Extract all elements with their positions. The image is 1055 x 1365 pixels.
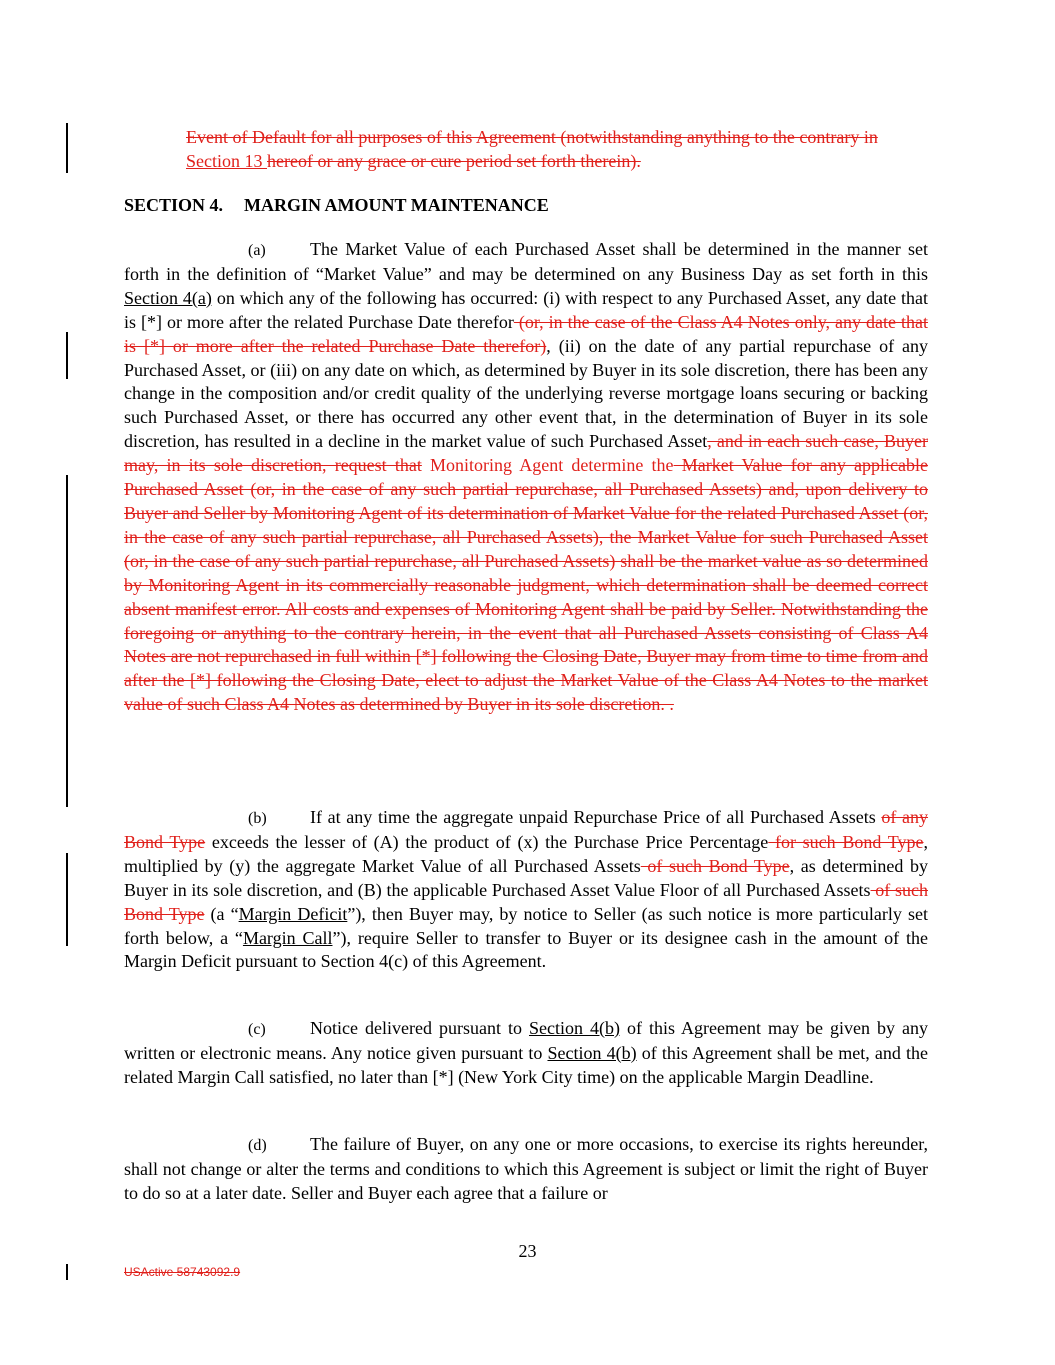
change-bar-footer bbox=[66, 1264, 68, 1280]
section-title: MARGIN AMOUNT MAINTENANCE bbox=[244, 195, 549, 215]
change-bar-a1 bbox=[66, 332, 68, 379]
section-number: SECTION 4. bbox=[124, 195, 224, 215]
paragraph-text: If at any time the aggregate unpaid Repurchase Price of all Purchased Assets bbox=[310, 807, 882, 827]
deleted-text: (or, in the case of the Class A4 Notes only, any date that is [*] or more after the related Purchase Date therefor) bbox=[124, 311, 929, 356]
paragraph-text: ”), then Buyer may, by notice to Seller (as such notice is more particularly set forth below, a “ bbox=[124, 903, 928, 948]
paragraph-text: exceeds the lesser of (A) the product of (x) the Purchase Price Percentage bbox=[205, 831, 769, 852]
deleted-text: of such Bond Type bbox=[124, 879, 928, 924]
paragraph-c bbox=[124, 1017, 928, 1090]
paragraph-text: , multiplied by (y) the aggregate Market Value of all Purchased Assets bbox=[124, 831, 929, 876]
section-reference: Section 4(b) bbox=[528, 1018, 620, 1038]
paragraph-label: (a) bbox=[248, 242, 266, 259]
paragraph-text: Notice delivered pursuant to bbox=[310, 1018, 529, 1038]
paragraph-text: The Market Value of each Purchased Asset shall be determined in the manner set forth in the definition of “Market Value” and may be determined on any Business Day as set forth in this bbox=[124, 239, 928, 284]
paragraph-label: (b) bbox=[248, 810, 267, 827]
paragraph-text: ”), require Seller to transfer to Buyer or its designee cash in the amount of the Margin Deficit pursuant to Section 4(c) of this Agreement. bbox=[124, 927, 928, 972]
deleted-text: of such Bond Type bbox=[640, 855, 790, 876]
paragraph-text: of this Agreement may be given by any written or electronic means. Any notice given pursuant to bbox=[124, 1018, 929, 1063]
carryover-paragraph bbox=[186, 126, 928, 174]
section-reference: Section 4(b) bbox=[547, 1042, 637, 1063]
defined-term: Margin Call bbox=[242, 927, 333, 948]
paragraph-text: The failure of Buyer, on any one or more occasions, to exercise its rights hereunder, shall not change or alter the terms and conditions to which this Agreement is subject or limit the right of Buyer to do so at a later date. Seller and Buyer each agree that a failure or bbox=[124, 1134, 928, 1203]
defined-term: Margin Deficit bbox=[238, 903, 348, 924]
paragraph-text: , as determined by Buyer in its sole discretion, and (B) the applicable Purchased Asset Value Floor of all Purchased Assets bbox=[124, 855, 928, 900]
paragraph-text: on which any of the following has occurred: (i) with respect to any Purchased Asset, any date that is [*] or more after the related Purchase Date therefor bbox=[124, 287, 928, 332]
change-bar-a2 bbox=[66, 475, 68, 807]
section-heading bbox=[124, 194, 928, 218]
change-bar-top bbox=[66, 123, 68, 173]
deleted-text: for such Bond Type bbox=[768, 831, 924, 852]
paragraph-label: (d) bbox=[248, 1137, 267, 1154]
deleted-text: Event of Default for all purposes of this Agreement (notwithstanding anything to the contrary in bbox=[186, 127, 878, 147]
change-bar-b bbox=[66, 853, 68, 946]
document-id: USActive 58743092.9 bbox=[124, 1265, 241, 1279]
inserted-text: Monitoring Agent determine the bbox=[421, 455, 674, 476]
deleted-text: hereof or any grace or cure period set forth therein). bbox=[267, 150, 641, 171]
deleted-text: of any Bond Type bbox=[124, 807, 929, 852]
page-number: 23 bbox=[518, 1241, 537, 1261]
paragraph-label: (c) bbox=[248, 1021, 266, 1038]
paragraph-text: (a “ bbox=[204, 903, 239, 924]
deleted-text: Market Value for any applicable Purchased Asset (or, in the case of any such partial repurchase, all Purchased Assets) and, upon delivery to Buyer and Seller by Monitoring Agent of its determination of Market Value for the related Purchased Asset (or, in the case of any such partial repurchase, all Purchased Assets), the Market Value for such Purchased Asset (or, in the case of any such partial repurchase, all Purchased Assets) shall be the market value as so determined by Monitoring Agent in its commercially reasonable judgment, which determination shall be deemed correct absent manifest error. All costs and expenses of Monitoring Agent shall be paid by Seller. Notwithstanding the foregoing or anything to the contrary herein, in the event that all Purchased Assets consisting of Class A4 Notes are not repurchased in full within [*] following the Closing Date, Buyer may from time to time from and after the [*] following the Closing Date, elect to adjust the Market Value of the Class A4 Notes to the market value of such Class A4 Notes as determined by Buyer in its sole discretion. . bbox=[124, 455, 929, 715]
paragraph-b bbox=[124, 806, 928, 974]
paragraph-text: , (ii) on the date of any partial repurchase of any Purchased Asset, or (iii) on any date on which, as determined by Buyer in its sole discretion, there has been any change in the composition and/or credit quality of the underlying reverse mortgage loans securing or backing such Purchased Asset, or there has occurred any other event that, in the determination of Buyer in its sole discretion, has resulted in a decline in the market value of such Purchased Asset bbox=[124, 335, 929, 452]
paragraph-text: of this Agreement shall be met, and the related Margin Call satisfied, no later than [*] (New York City time) on the applicable Margin Deadline. bbox=[124, 1042, 928, 1087]
paragraph-a bbox=[124, 238, 928, 717]
section-reference: Section 4(a) bbox=[124, 287, 212, 308]
paragraph-d bbox=[124, 1133, 928, 1206]
deleted-section-link: Section 13 bbox=[186, 150, 267, 171]
deleted-text: , and in each such case, Buyer may, in its sole discretion, request that bbox=[124, 431, 928, 476]
